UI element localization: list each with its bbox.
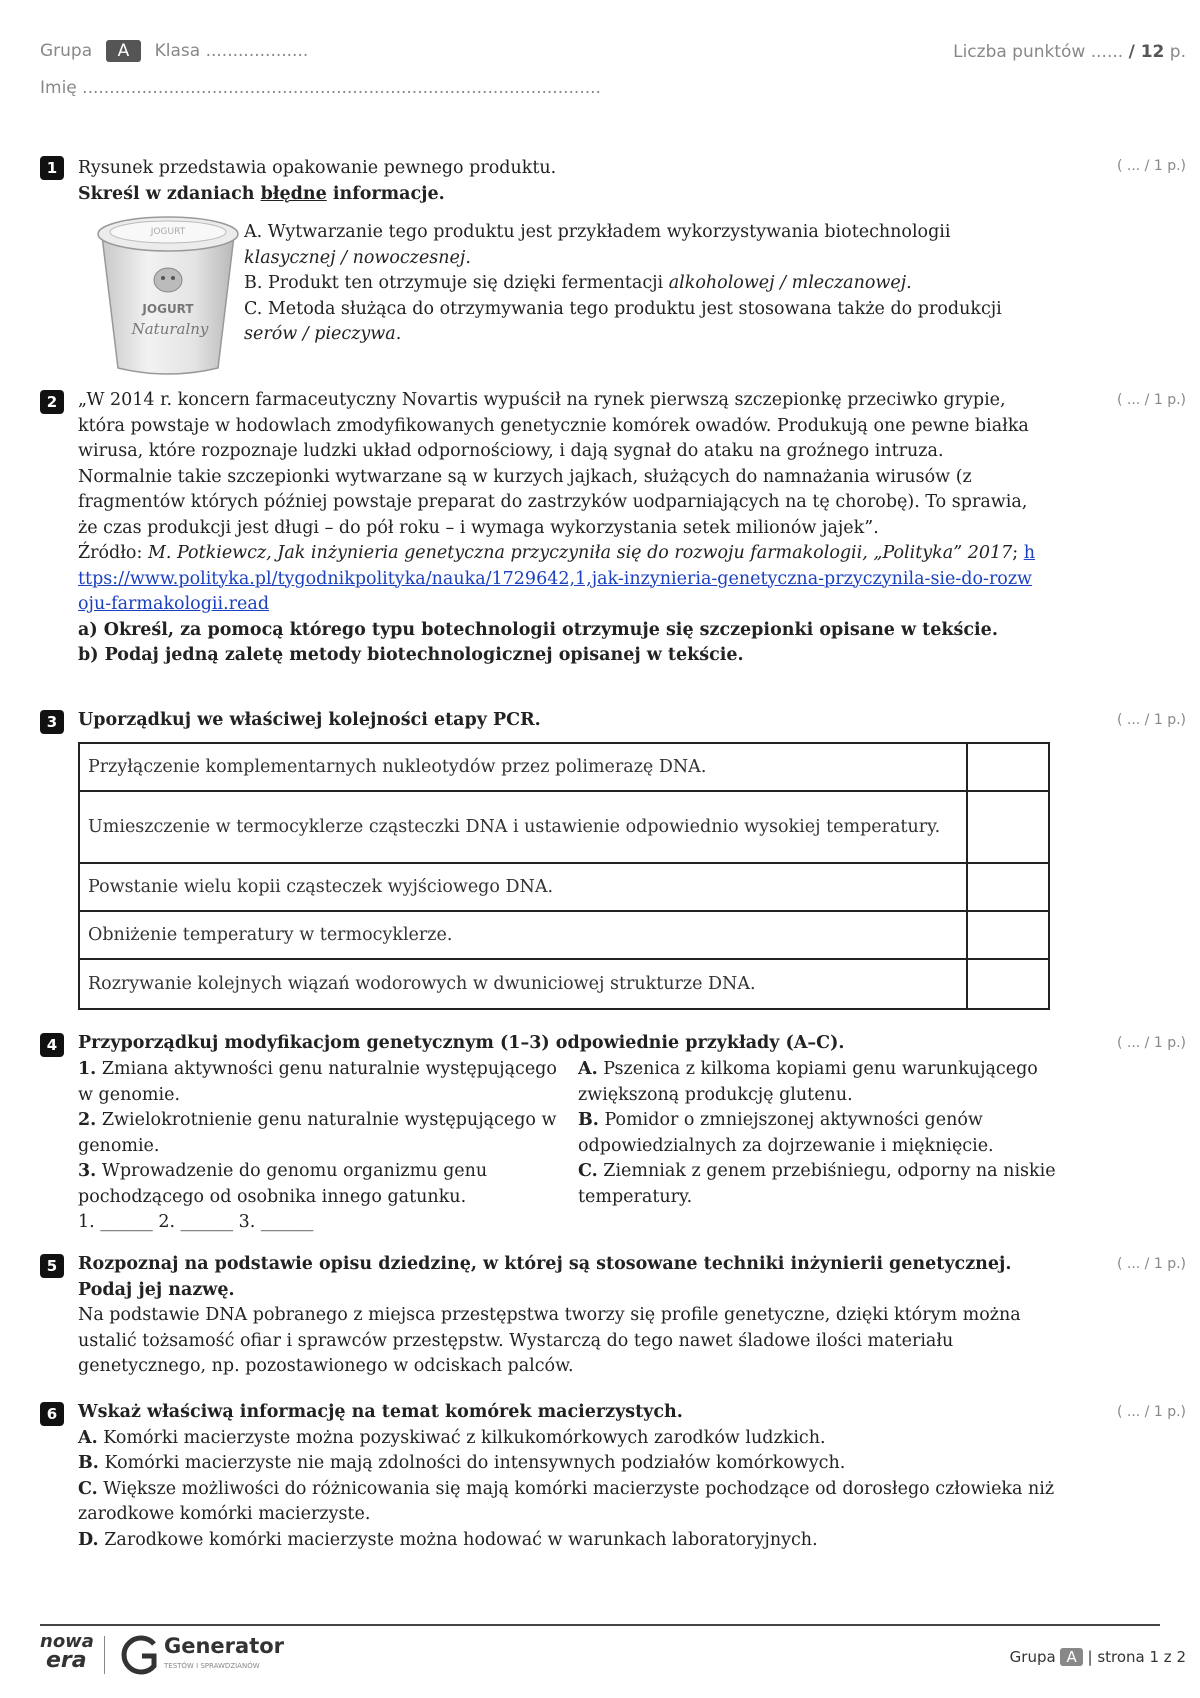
name-label: Imię <box>40 78 77 98</box>
q4-example-a: A. Pszenica z kilkoma kopiami genu warunkującego zwiększoną produkcję glutenu. <box>578 1059 1038 1105</box>
group-label: Grupa <box>40 41 93 61</box>
pcr-order-cell[interactable] <box>967 791 1049 863</box>
q6-option-a[interactable]: A. Komórki macierzyste można pozyskiwać z kilkukomórkowych zarodków ludzkich. <box>78 1427 826 1448</box>
q6-title: Wskaż właściwą informację na temat komórek macierzystych. <box>78 1402 683 1422</box>
cup-brand: JOGURT <box>142 302 194 316</box>
q4-mod-3: 3. Wprowadzenie do genomu organizmu genu pochodzącego od osobnika innego gatunku. <box>78 1161 488 1207</box>
q4-example-b: B. Pomidor o zmniejszonej aktywności genów odpowiedzialnych za dojrzewanie i mięknięcie. <box>578 1110 994 1156</box>
q1-statement-a-options[interactable]: klasycznej / nowoczesnej. <box>244 247 471 268</box>
q1-statement-b-options[interactable]: alkoholowej / mleczanowej. <box>668 273 912 293</box>
q4-answer-line[interactable]: 1. ______ 2. ______ 3. ______ <box>78 1212 314 1232</box>
q1-statement-c: C. Metoda służąca do otrzymywania tego produktu jest stosowana także do produkcji <box>244 298 1002 319</box>
footer-group-label: Grupa <box>1009 1648 1056 1666</box>
pcr-table <box>78 742 1050 1010</box>
q4-mod-2: 2. Zwielokrotnienie genu naturalnie występującego w genomie. <box>78 1110 557 1156</box>
q5-points: ( ... / 1 p.) <box>1116 1256 1186 1272</box>
q1-statement-a: A. Wytwarzanie tego produktu jest przykładem wykorzystywania biotechnologii <box>244 222 951 242</box>
table-row <box>79 959 1049 1009</box>
header-points <box>953 42 1186 62</box>
q4-modifications <box>78 1057 568 1236</box>
q5-description: Na podstawie DNA pobranego z miejsca przestępstwa tworzy się profile genetyczne, dzięki którym można ustalić tożsamość ofiar i sprawców przestępstw. Wystarczą do tego nawet śladowe ilości materiału genetycznego, np. pozostawionego w odciskach palców. <box>78 1305 1021 1376</box>
name-field[interactable]: ................................................................................................ <box>82 78 601 98</box>
q4-examples <box>578 1057 1078 1210</box>
q6-option-b[interactable]: B. Komórki macierzyste nie mają zdolności do intensywnych podziałów komórkowych. <box>78 1453 846 1473</box>
q2-task-a: a) Określ, za pomocą którego typu botechnologii otrzymuje się szczepionki opisane w tekście. <box>78 619 998 640</box>
table-row <box>79 743 1049 791</box>
q6-option-d[interactable]: D. Zarodkowe komórki macierzyste można hodować w warunkach laboratoryjnych. <box>78 1529 818 1550</box>
pcr-order-cell[interactable] <box>967 911 1049 959</box>
pcr-order-cell[interactable] <box>967 863 1049 911</box>
q4-mod-1: 1. Zmiana aktywności genu naturalnie występującego w genomie. <box>78 1059 557 1105</box>
q1-intro <box>78 156 1038 207</box>
question-number-3: 3 <box>40 710 64 734</box>
question-number-2: 2 <box>40 390 64 414</box>
pcr-step-text: Powstanie wielu kopii cząsteczek wyjściowego DNA. <box>79 863 967 911</box>
pcr-step-text: Rozrywanie kolejnych wiązań wodorowych w dwuniciowej strukturze DNA. <box>79 959 967 1009</box>
q3-title: Uporządkuj we właściwej kolejności etapy PCR. <box>78 710 541 730</box>
q2-task-b: b) Podaj jedną zaletę metody biotechnologicznej opisanej w tekście. <box>78 645 744 665</box>
points-unit: p. <box>1169 42 1186 62</box>
q5-title: Rozpoznaj na podstawie opisu dziedzinę, w której są stosowane techniki inżynierii genetycznej. Podaj jej nazwę. <box>78 1254 1012 1300</box>
question-number-4: 4 <box>40 1033 64 1057</box>
points-total: / 12 <box>1128 42 1165 62</box>
q1-points: ( ... / 1 p.) <box>1116 158 1186 174</box>
q2-body <box>78 388 1038 669</box>
header-name <box>40 78 601 98</box>
q3-points: ( ... / 1 p.) <box>1116 712 1186 728</box>
q6-body <box>78 1400 1068 1553</box>
q1-instruction: Skreśl w zdaniach błędne informacje. <box>78 183 445 204</box>
pcr-order-cell[interactable] <box>967 959 1049 1009</box>
footer-divider <box>40 1624 1160 1626</box>
class-field[interactable]: ................... <box>205 41 309 61</box>
q1-intro-text: Rysunek przedstawia opakowanie pewnego produktu. <box>78 158 557 178</box>
pcr-step-text: Umieszczenie w termocyklerze cząsteczki DNA i ustawienie odpowiednio wysokiej temperatury. <box>79 791 967 863</box>
q2-source: Źródło: M. Potkiewcz, Jak inżynieria genetyczna przyczyniła się do rozwoju farmakologii, „Polityka” 2017; https://www.polityka.pl/tygodnikpolityka/nauka/1729642,1,jak-inzynieria-genetyczna-przyczynila-sie-do-rozwoju-farmakologii.read <box>78 543 1035 614</box>
q2-source-link[interactable]: https://www.polityka.pl/tygodnikpolityka/nauka/1729642,1,jak-inzynieria-genetyczna-przyczynila-sie-do-rozwoju-farmakologii.read <box>78 543 1035 614</box>
table-row <box>79 791 1049 863</box>
footer-logo-divider <box>104 1636 105 1674</box>
q5-body <box>78 1252 1068 1380</box>
q1-statements <box>244 220 1044 348</box>
cow-icon <box>154 268 182 292</box>
q4-points: ( ... / 1 p.) <box>1116 1035 1186 1051</box>
pcr-order-cell[interactable] <box>967 743 1049 791</box>
q4-example-c: C. Ziemniak z genem przebiśniegu, odporny na niskie temperatury. <box>578 1161 1056 1207</box>
pcr-step-text: Obniżenie temperatury w termocyklerze. <box>79 911 967 959</box>
question-number-6: 6 <box>40 1402 64 1426</box>
table-row <box>79 863 1049 911</box>
header-group <box>40 40 308 62</box>
cup-name: Naturalny <box>131 320 209 338</box>
q4-title: Przyporządkuj modyfikacjom genetycznym (1–3) odpowiednie przykłady (A–C). <box>78 1033 845 1053</box>
q6-points: ( ... / 1 p.) <box>1116 1404 1186 1420</box>
table-row <box>79 911 1049 959</box>
points-field[interactable]: ...... <box>1090 42 1124 62</box>
footer-group-badge: A <box>1060 1648 1082 1666</box>
class-label: Klasa <box>154 41 201 61</box>
pcr-step-text: Przyłączenie komplementarnych nukleotydów przez polimerazę DNA. <box>79 743 967 791</box>
points-label: Liczba punktów <box>953 42 1086 62</box>
q1-statement-c-options[interactable]: serów / pieczywa. <box>244 324 402 344</box>
q6-option-c[interactable]: C. Większe możliwości do różnicowania się mają komórki macierzyste pochodzące od dorosłego człowieka niż zarodkowe komórki macierzyste. <box>78 1478 1055 1524</box>
generator-g-icon <box>120 1634 160 1676</box>
q1-statement-b: B. Produkt ten otrzymuje się dzięki fermentacji alkoholowej / mleczanowej. <box>244 273 912 293</box>
lid-label: JOGURT <box>150 227 186 237</box>
q2-quote: „W 2014 r. koncern farmaceutyczny Novartis wypuścił na rynek pierwszą szczepionkę przeciwko grypie, która powstaje w hodowlach zmodyfikowanych genetycznie komórek owadów. Produkują one pewne białka wirusa, które rozpoznaje ludzki układ odpornościowy, i dają sygnał do ataku na groźnego intruza. Normalnie takie szczepionki wytwarzane są w kurzych jajkach, służących do namnażania wirusów (z fragmentów których później powstaje preparat do zastrzyków uodparniających na tę chorobę). To sprawia, że czas produkcji jest długi – do pół roku – i wymaga wykorzystania setek milionów jajek”. <box>78 390 1029 538</box>
nowa-era-logo: nowa era <box>40 1631 94 1673</box>
generator-title: Generator <box>164 1634 285 1658</box>
yogurt-cup-image <box>88 210 248 382</box>
footer-page-number: | strona 1 z 2 <box>1087 1648 1186 1666</box>
q2-points: ( ... / 1 p.) <box>1116 392 1186 408</box>
footer-page-info <box>1010 1648 1186 1666</box>
question-number-5: 5 <box>40 1254 64 1278</box>
question-number-1: 1 <box>40 156 64 180</box>
generator-subtitle: TESTÓW I SPRAWDZIANÓW <box>164 1662 260 1670</box>
group-badge: A <box>106 40 142 62</box>
